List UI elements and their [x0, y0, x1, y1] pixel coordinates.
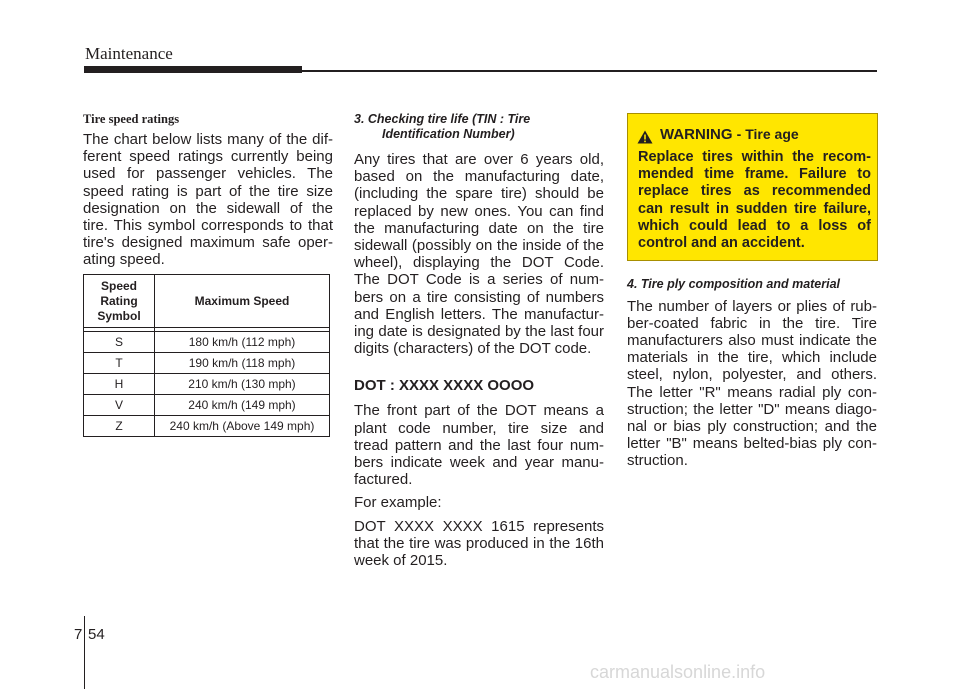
table-cell-speed: 190 km/h (118 mph) [155, 353, 330, 374]
table-cell-symbol: S [84, 332, 155, 353]
table-header-symbol: Speed Rating Symbol [84, 275, 155, 328]
dot-code-format: DOT : XXXX XXXX OOOO [354, 377, 535, 395]
ply-composition-text: The number of layers or plies of rub-ber-coated fabric in the tire. Tire manufacturers also must indicate the materials in the tire, which include steel, nylon, polyester, and others. The letter "R" means radial ply con-struction; the letter "D" means diago-nal or bias ply construction; and the letter "B" means belted-bias ply con-struction. [627, 297, 877, 470]
page-header-title: Maintenance [85, 44, 173, 63]
speed-rating-table [83, 274, 330, 437]
table-cell-speed: 180 km/h (112 mph) [155, 332, 330, 353]
section-heading-tire-life [354, 112, 604, 141]
column-ply-composition [627, 277, 877, 470]
speed-ratings-text: The chart below lists many of the dif-ferent speed ratings currently being used for passenger vehicles. The speed rating is part of the tire size designation on the sidewall of the tire. This symbol corresponds to that tire's designed maximum safe oper-ating speed. [83, 131, 333, 269]
table-cell-symbol: H [84, 374, 155, 395]
table-row [84, 374, 330, 395]
warning-text: Replace tires within the recom-mended time frame. Failure to replace tires as recommended can result in sudden tire failure, which could lead to a loss of control and an accident. [638, 149, 871, 252]
header-rule-thick [84, 66, 302, 73]
tire-life-paragraph-4: DOT XXXX XXXX 1615 represents that the tire was produced in the 16th week of 2015. [354, 517, 604, 570]
footer-divider [84, 616, 85, 689]
table-cell-speed: 240 km/h (Above 149 mph) [155, 416, 330, 437]
tire-life-paragraph-3: For example: [354, 494, 442, 512]
table-header-max-speed: Maximum Speed [155, 275, 330, 328]
table-cell-speed: 210 km/h (130 mph) [155, 374, 330, 395]
table-row [84, 332, 330, 353]
heading-line-1: 3. Checking tire life (TIN : Tire [354, 112, 531, 126]
table-row [84, 395, 330, 416]
table-cell-symbol: Z [84, 416, 155, 437]
tire-life-paragraph-2: The front part of the DOT means a plant code number, tire size and tread pattern and the last four num-bers indicate week and year manu-factured. [354, 402, 604, 489]
table-cell-speed: 240 km/h (149 mph) [155, 395, 330, 416]
section-heading-ply: 4. Tire ply composition and material [627, 277, 841, 291]
warning-subtitle: - Tire age [736, 126, 799, 142]
page-number: 54 [88, 626, 105, 643]
warning-box [627, 113, 878, 261]
tire-life-paragraph-1: Any tires that are over 6 years old, based on the manufacturing date, (including the spare tire) should be replaced by new ones. You can find the manufacturing date on the tire sidewall (possibly on the inside of the wheel), displaying the DOT Code. The DOT Code is a series of num-bers on a tire consisting of numbers and English letters. The manufactur-ing date is designated by the last four digits (characters) of the DOT code. [354, 151, 604, 358]
warning-title-text: WARNING [660, 126, 733, 143]
column-tire-life [354, 112, 604, 569]
warning-triangle-icon [637, 130, 653, 144]
section-heading-speed-ratings: Tire speed ratings [83, 112, 180, 126]
table-cell-symbol: T [84, 353, 155, 374]
warning-title [660, 126, 799, 143]
heading-line-2: Identification Number) [382, 126, 515, 141]
table-row [84, 353, 330, 374]
table-cell-symbol: V [84, 395, 155, 416]
table-row [84, 416, 330, 437]
column-speed-ratings [83, 112, 333, 269]
watermark: carmanualsonline.info [590, 662, 766, 682]
header-rule-thin [302, 70, 877, 72]
chapter-number: 7 [74, 626, 83, 643]
